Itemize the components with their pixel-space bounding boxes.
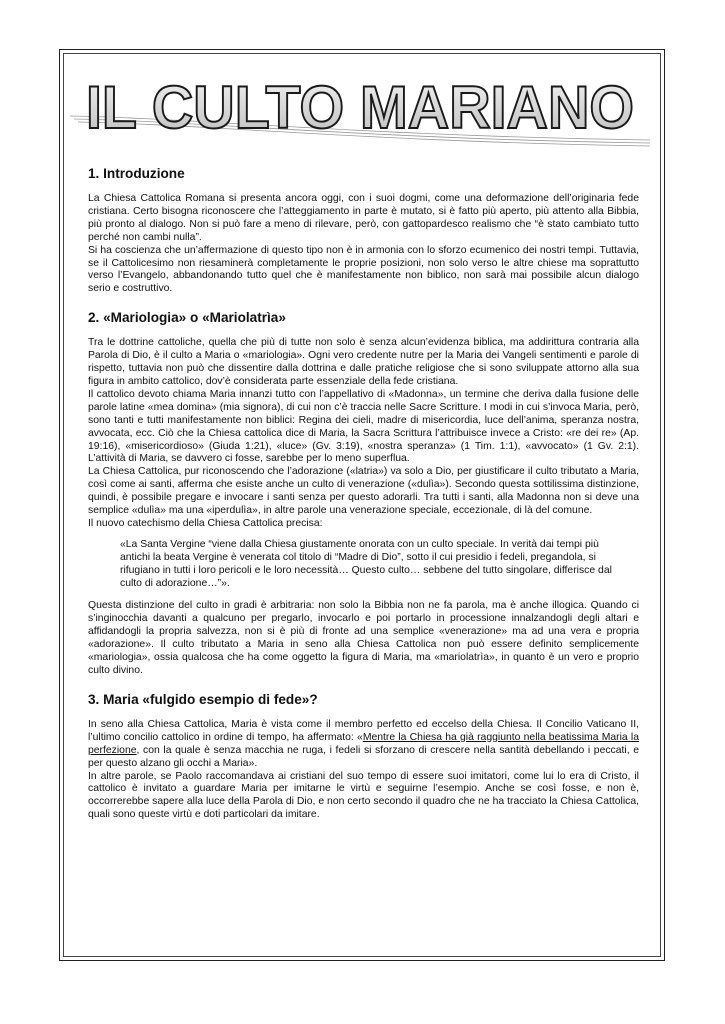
paragraph [88, 719, 639, 771]
section-heading: 1. Introduzione [88, 166, 185, 181]
section-heading: 2. «Mariologia» o «Mariolatrìa» [88, 310, 286, 326]
paragraph: Tra le dottrine cattoliche, quella che più di tutte non solo è senza alcun’evidenza biblica, ma addirittura contraria alla Parola di Dio, è il culto a Maria o «mariologia». Ogni vero credente nutre per la Maria dei Vangeli sentimenti e parole di rispetto, tuttavia non può che dissentire dalla dottrina e dalle pratiche religiose che si sono sviluppate attorno alla sua figura in ambito cattolico, dov’è considerata parte essenziale della fede cristiana. [88, 337, 639, 387]
paragraph: La Chiesa Cattolica Romana si presenta ancora oggi, con i suoi dogmi, come una deformazione dell’originaria fede cristiana. Certo bisogna riconoscere che l’atteggiamento in parte è mutato, si è fatto più aperto, più attento alla Bibbia, più pronto al dialogo. Non si può fare a meno di rilevare, però, con gattopardesco realismo che “è stato cambiato tutto perché non cambi nulla”. [88, 193, 639, 243]
document-body [88, 166, 639, 836]
paragraph: Questa distinzione del culto in gradi è arbitraria: non solo la Bibbia non ne fa parola, ma è anche illogica. Quando ci s’inginocchia davanti a qualcuno per pregarlo, invocarlo e poi portarlo in processione innalzandogli degli altari e affidandogli la propria salvezza, non si è più di fronte ad una semplice «venerazione» ma ad una vera e propria «adorazione». Il culto tributato a Maria in seno alla Chiesa Cattolica non può essere definito semplicemente «mariologia», ossia qualcosa che ha come oggetto la figura di Maria, ma «mariolatrìa», in quanto è un vero e proprio culto divino. [88, 600, 639, 676]
title-text: IL CULTO MARIANO [86, 78, 634, 141]
underlined-quote: Mentre la Chiesa ha già raggiunto nella beatissima Maria la perfezione [88, 731, 639, 756]
section-mariologia [88, 310, 639, 678]
paragraph-text: , con la quale è senza macchia ne ruga, i fedeli si sforzano di crescere nella santità debellando i peccati, e per questo alzano gli occhi a Maria». [88, 744, 639, 769]
paragraph: Si ha coscienza che un’affermazione di questo tipo non è in armonia con lo sforzo ecumenico dei nostri tempi. Tuttavia, se il Cattolicesimo non riesaminerà completamente le proprie posizioni, non solo verso le altre chiese ma soprattutto verso l’Evangelo, abbandonando tutto quel che è manifestamente non biblico, non sarà mai possibile alcun dialogo serio e costruttivo. [88, 244, 639, 295]
paragraph-text: In seno alla Chiesa Cattolica, Maria è vista come il membro perfetto ed eccelso della Chiesa. Il Concilio Vaticano II, l’ultimo concilio cattolico in ordine di tempo, ha affermato: « [88, 718, 639, 743]
page-title [70, 78, 650, 150]
paragraph: La Chiesa Cattolica, pur riconoscendo che l’adorazione («latria») va solo a Dio, per giustificare il culto tributato a Maria, così come ai santi, afferma che esiste anche un culto di venerazione («dulìa»). Secondo questa sottilissima distinzione, quindi, è possibile pregare e invocare i santi senza per questo adorarli. Tra tutti i santi, alla Madonna non si deve una semplice «dulìa» ma una «iperdulìa», in altre parole una venerazione speciale, eccezionale, di là del comune. [88, 466, 639, 517]
paragraph: Il nuovo catechismo della Chiesa Cattolica precisa: [88, 517, 323, 529]
catechism-quote: «La Santa Vergine “viene dalla Chiesa giustamente onorata con un culto speciale. In verità dai tempi più antichi la beata Vergine è venerata col titolo di “Madre di Dio”, sotto il cui presidio i fedeli, pregandola, si rifugiano in tutti i loro pericoli e le loro necessità… Questo culto… sebbene del tutto singolare, differisce dal culto di adorazione…”». [120, 538, 612, 589]
section-introduzione [88, 166, 639, 296]
section-heading: 3. Maria «fulgido esempio di fede»? [88, 691, 318, 707]
section-fulgido-esempio [88, 692, 639, 822]
paragraph: In altre parole, se Paolo raccomandava ai cristiani del suo tempo di essere suoi imitatori, come lui lo era di Cristo, il cattolico è invitato a guardare Maria per imitarne le virtù e seguirne l’esempio. Anche se così fosse, e non è, occorrerebbe sapere alla luce della Parola di Dio, e non certo secondo il quadro che ne ha tracciato la Chiesa Cattolica, quali sono queste virtù e doti particolari da imitare. [88, 770, 639, 821]
paragraph: Il cattolico devoto chiama Maria innanzi tutto con l’appellativo di «Madonna», un termine che deriva dalla fusione delle parole latine «mea domina» (mia signora), di cui non c’è traccia nelle Sacre Scritture. I modi in cui s’invoca Maria, però, sono tanti e tutti manifestamente non biblici: Regina dei cieli, madre di misericordia, luce dell’anima, speranza nostra, avvocata, ecc. Ciò che la Chiesa cattolica dice di Maria, la Sacra Scrittura l’attribuisce invece a Cristo: «re dei re» (Ap. 19:16), «misericordioso» (Giuda 1:21), «luce» (Gv. 3:19), «nostra speranza» (1 Tim. 1:1), «avvocato» (1 Gv. 2:1). L’attività di Maria, se davvero ci fosse, sarebbe per lo meno superflua. [88, 388, 639, 465]
